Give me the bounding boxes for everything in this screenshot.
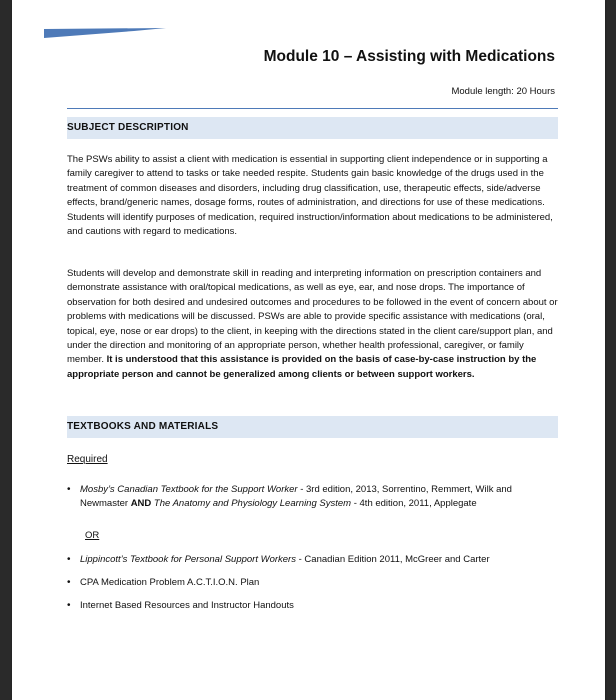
header-accent-shape [44,28,166,38]
item-2-details: - Canadian Edition 2011, McGreer and Carter [295,554,490,565]
module-length: Module length: 20 Hours [451,86,555,97]
document-page [12,0,605,700]
title-divider [67,108,558,109]
paragraph-2-bold-text: It is understood that this assistance is provided on the basis of case-by-case instruction by the appropriate person and cannot be generalized among clients or between support workers. [67,354,537,380]
description-paragraph-1: The PSWs ability to assist a client with medication is essential in supporting client independence or in supporting a family caregiver to attend to tasks or take needed respite. Students gain basic knowledge of the drugs used in the treatment of common diseases and disorders, including drug classification, use, therapeutic effects, side/adverse effects, brand/generic names, dosage forms, routes of administration, and directions for use of these medications. Students will identify purposes of medication, required instruction/information about medications to be administered, and cautions with regard to medications. [67,154,553,238]
item-1-details: - 3rd edition, 2013, Sorrentino, Remmert, Wilk and Newmaster [80,484,512,510]
description-paragraph-2 [67,267,562,382]
bullet-glyph: • [67,554,71,565]
item-1-second-details: - 4th edition, 2011, Applegate [351,498,477,510]
bullet-glyph: • [67,484,71,495]
subject-description-heading: SUBJECT DESCRIPTION [67,122,189,133]
item-1-second-title: The Anatomy and Physiology Learning System [153,498,352,510]
textbook-item-1-text [80,483,550,512]
bullet-glyph: • [67,577,71,588]
textbook-item-3-text: CPA Medication Problem A.C.T.I.O.N. Plan [80,577,260,588]
textbooks-heading: TEXTBOOKS AND MATERIALS [67,421,219,432]
item-1-title: Mosby’s Canadian Textbook for the Support Worker [80,484,298,495]
item-1-and: AND [130,498,152,510]
bullet-glyph: • [67,600,71,611]
textbook-item-4-text: Internet Based Resources and Instructor Handouts [80,600,294,611]
or-label: OR [85,530,100,541]
subject-description-heading-bar [67,117,558,139]
textbook-item-2-text [80,553,550,567]
textbooks-heading-bar [67,416,558,438]
paragraph-2-text: Students will develop and demonstrate skill in reading and interpreting information on prescription containers and demonstrate assistance with oral/topical medications, as well as eye, ear, and nose drops. The importance of observation for both desired and undesired outcomes and procedures to be followed in the event of concern about or problems with medications will be discussed. PSWs are able to provide specific assistance with medications (oral, topical, eye, nose or ear drops) to the client, in keeping with the directions stated in the client care/support plan, and under the direction and monitoring of an appropriate person, whether health professional, caregiver, or family member. [67,268,558,366]
item-2-title: Lippincott’s Textbook for Personal Support Workers [80,554,296,565]
page-title: Module 10 – Assisting with Medications [263,48,555,65]
textbook-item-1 [67,483,552,527]
required-label: Required [67,454,108,465]
header-accent-stripe [44,28,166,38]
